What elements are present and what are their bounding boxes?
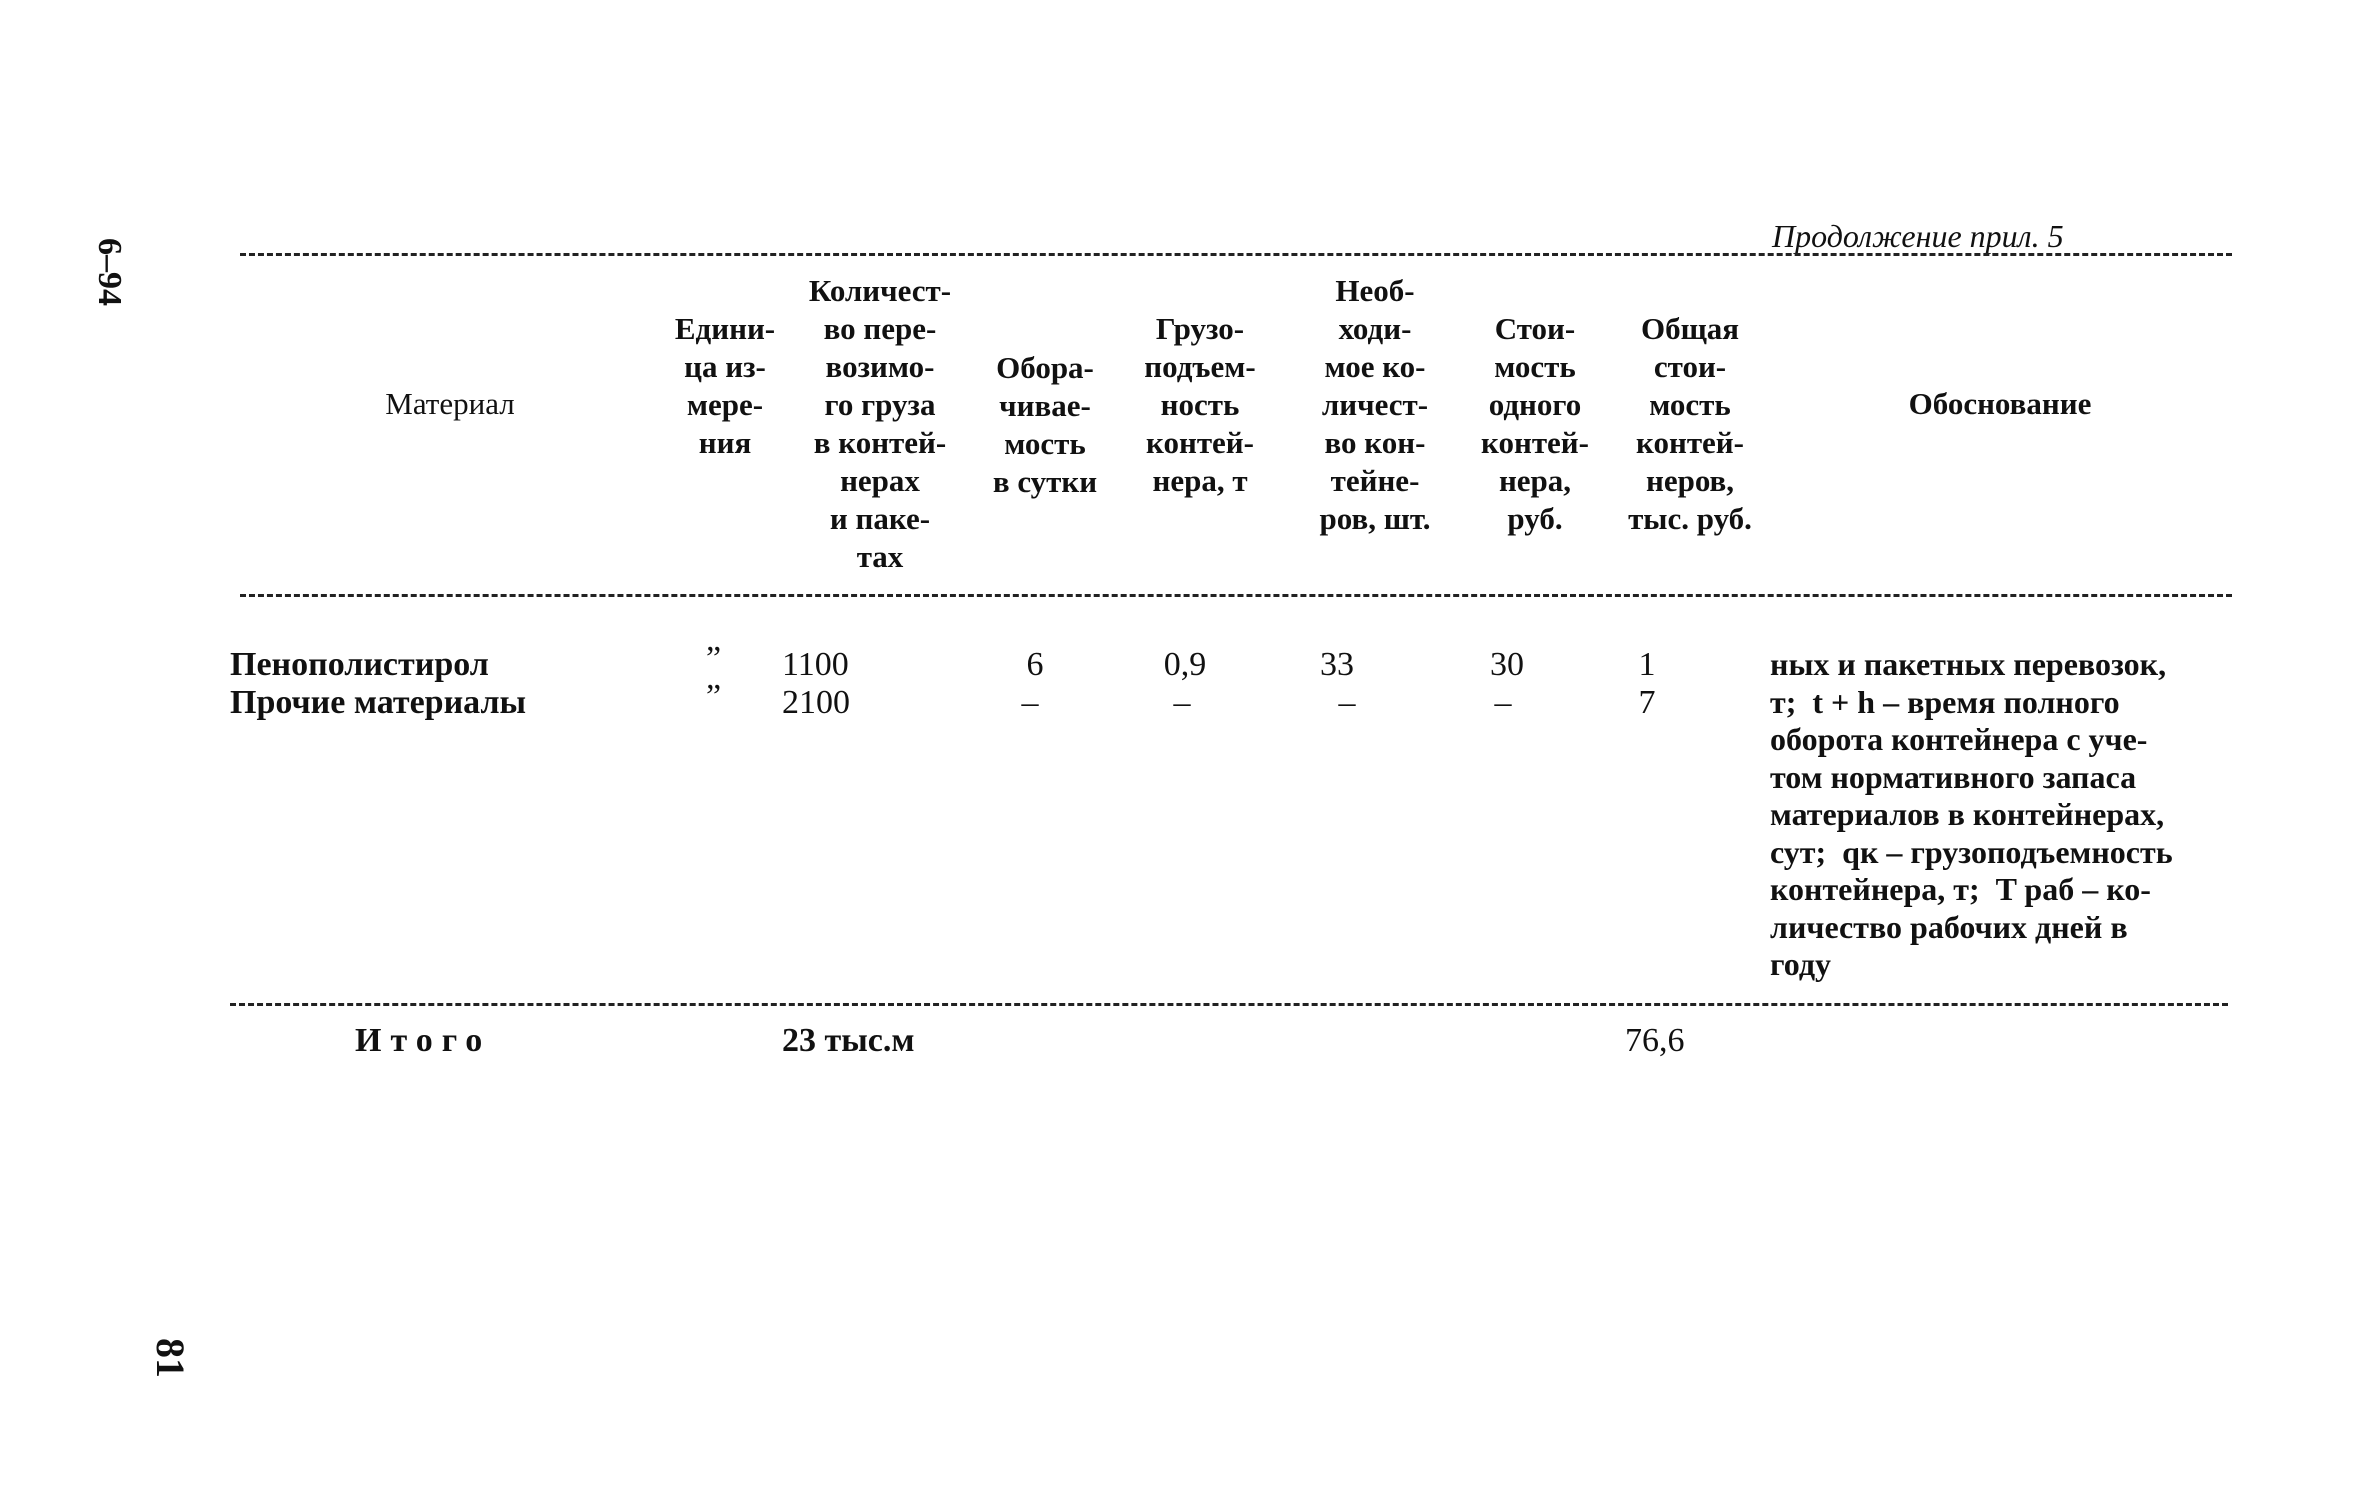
header-container-count: Необ- ходи- мое ко- личест- во кон- тейне- ров, шт. [1319, 273, 1431, 536]
table-bottom-rule [230, 1003, 2228, 1006]
header-justification: Обоснование [1908, 386, 2092, 421]
cell-total-cost: 1 [1638, 646, 1656, 683]
cell-total-cost: 7 [1638, 684, 1656, 721]
cell-unit: ” [706, 640, 722, 677]
cell-container-count: – [1338, 684, 1356, 721]
table-top-rule [240, 253, 2232, 256]
header-material: Материал [385, 386, 515, 421]
total-quantity: 23 тыс.м [782, 1022, 915, 1059]
cell-unit: ” [706, 678, 722, 715]
header-separator-rule [240, 594, 2232, 597]
header-unit-cost: Стои- мость одного контей- нера, руб. [1481, 311, 1589, 536]
cell-unit-cost: – [1494, 684, 1512, 721]
cell-unit-cost: 30 [1490, 646, 1524, 683]
cell-capacity: – [1173, 684, 1191, 721]
header-total-cost: Общая стои- мость контей- неров, тыс. руб. [1628, 311, 1752, 536]
continuation-caption: Продолжение прил. 5 [1772, 218, 2064, 254]
side-document-code: 6–94 [91, 238, 128, 306]
cell-quantity: 1100 [782, 646, 849, 683]
cell-container-count: 33 [1320, 646, 1354, 683]
header-capacity: Грузо- подъем- ность контей- нера, т [1144, 311, 1256, 498]
cell-capacity: 0,9 [1163, 646, 1207, 683]
page-number: 81 [148, 1338, 193, 1378]
total-cost: 76,6 [1625, 1022, 1685, 1059]
header-quantity: Количест- во пере- возимо- го груза в контей- нерах и паке- тах [808, 273, 952, 574]
cell-turnover: – [1021, 684, 1039, 721]
total-label: Итого [355, 1022, 492, 1059]
cell-turnover: 6 [1026, 646, 1044, 683]
justification-text: ных и пакетных перевозок, т; t + h – время полного оборота контейнера с уче- том нормативного запаса материалов в контейнерах, сут; qк – грузоподъемность контейнера, т; T раб – ко- личество рабочих дней в году [1770, 646, 2173, 982]
cell-material: Пенополистирол [230, 646, 489, 683]
header-unit: Едини- ца из- мере- ния [674, 311, 776, 460]
header-turnover: Обора- чивае- мость в сутки [992, 350, 1098, 499]
cell-quantity: 2100 [782, 684, 850, 721]
cell-material: Прочие материалы [230, 684, 527, 721]
